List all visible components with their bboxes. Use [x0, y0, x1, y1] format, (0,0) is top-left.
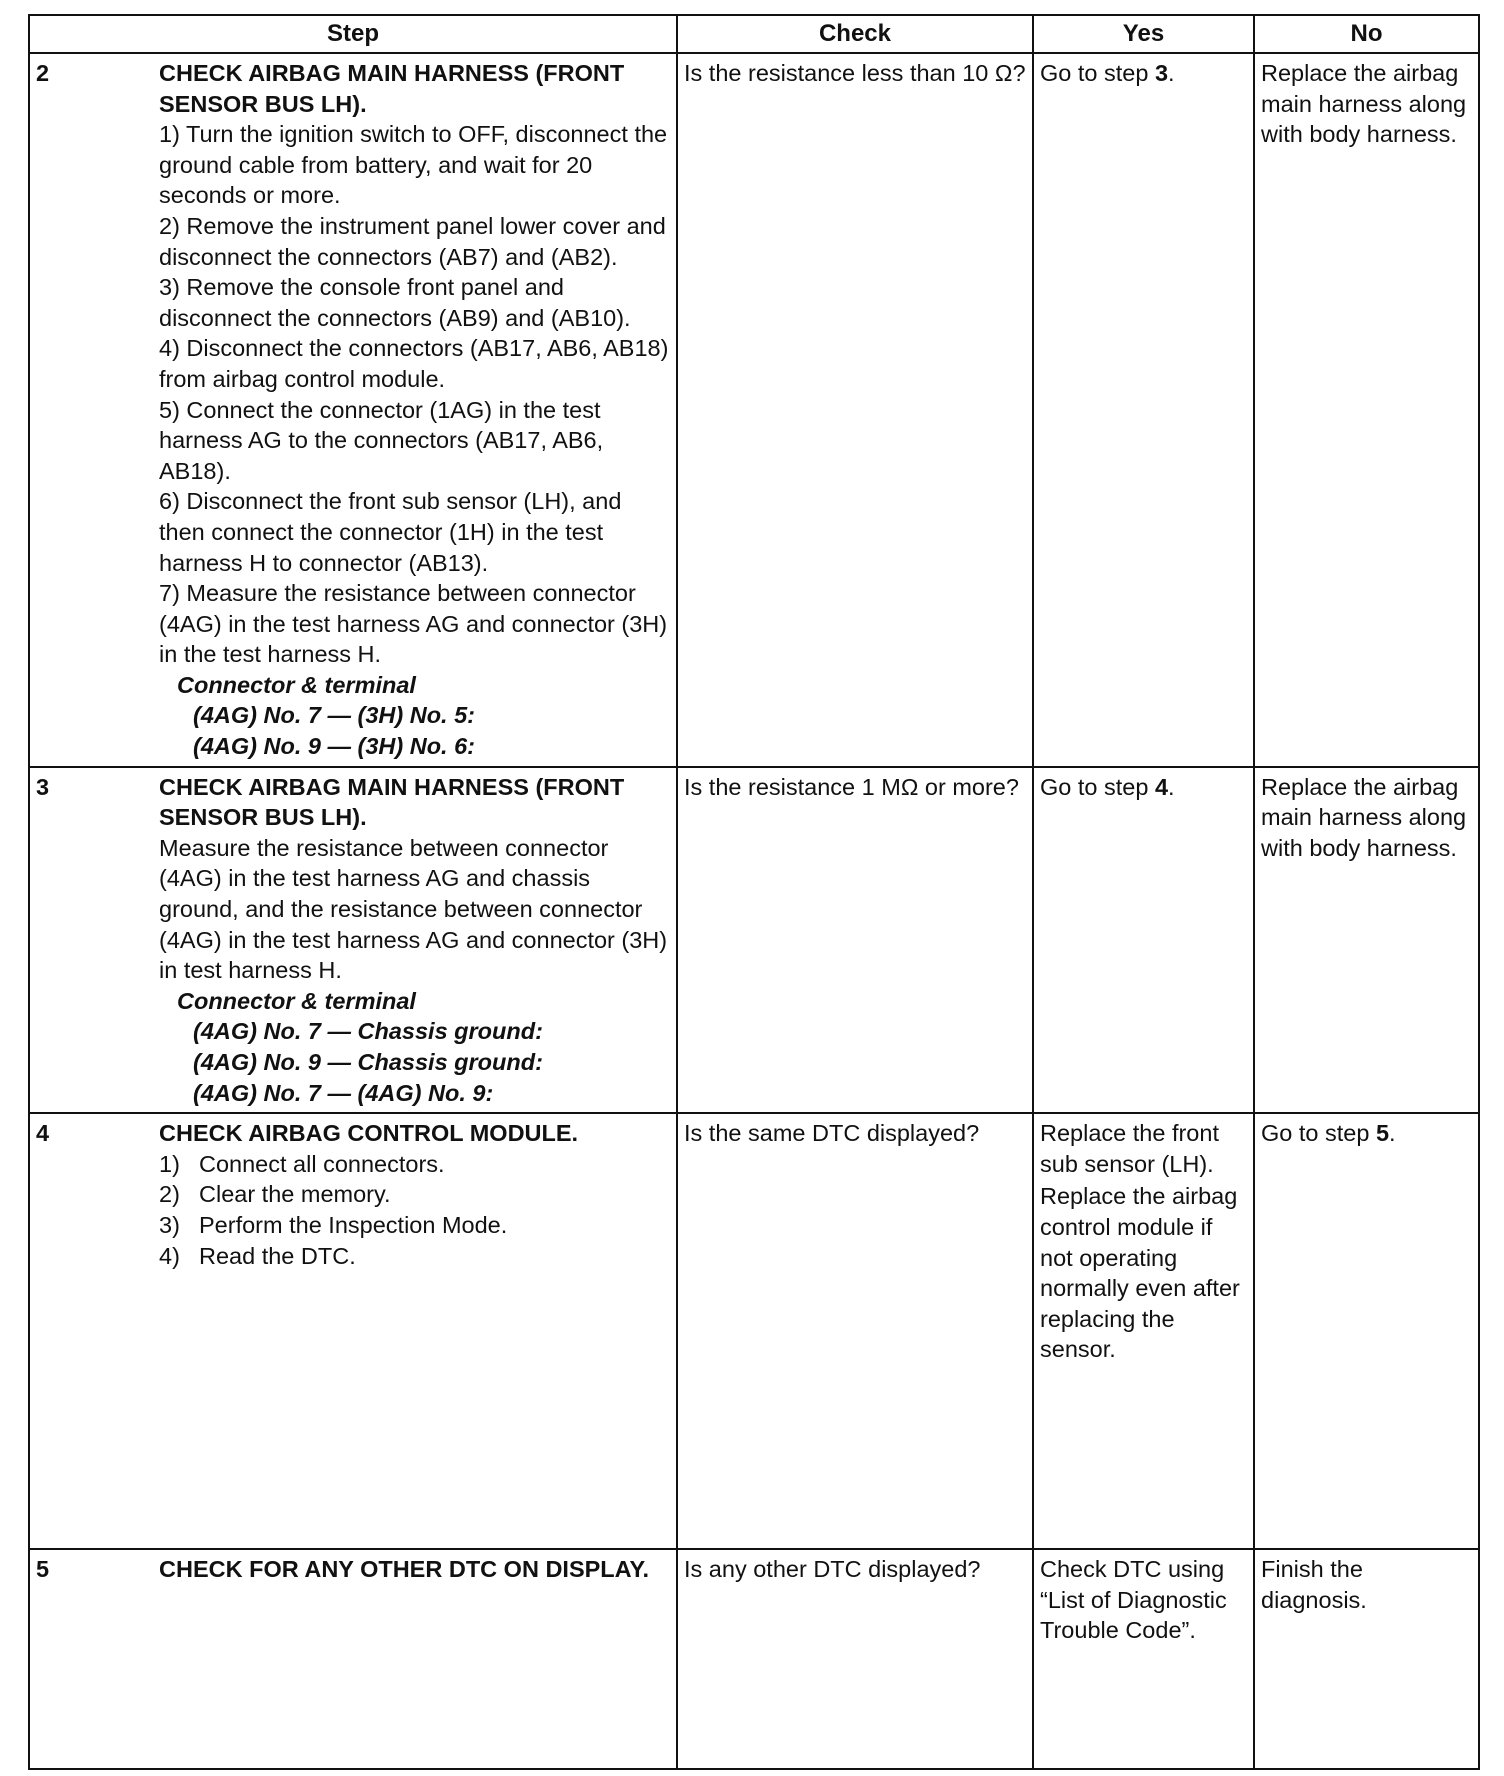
step-cell	[29, 1549, 677, 1769]
table-row-step-4	[29, 1113, 1479, 1549]
instruction-text: Read the DTC.	[199, 1242, 356, 1269]
step-cell	[29, 1113, 677, 1549]
step-number: 4	[36, 1120, 50, 1147]
connector-terminal-item: (4AG) No. 9 — (3H) No. 6:	[193, 733, 476, 760]
step-instruction	[159, 1179, 670, 1210]
header-yes: Yes	[1033, 15, 1254, 53]
connector-terminal-item: (4AG) No. 7 — (3H) No. 5:	[193, 702, 476, 729]
yes-cell	[1033, 53, 1254, 767]
connector-terminal-item: (4AG) No. 9 — Chassis ground:	[193, 1049, 543, 1075]
no-text: Go to step	[1261, 1120, 1376, 1147]
check-cell: Is the resistance 1 MΩ or more?	[677, 767, 1033, 1114]
instruction-number: 3)	[159, 1211, 180, 1238]
step-title: CHECK AIRBAG MAIN HARNESS (FRONT SENSOR BUS LH).	[159, 773, 625, 831]
yes-text: Go to step	[1040, 60, 1155, 86]
step-instruction: 7) Measure the resistance between connector (4AG) in the test harness AG and connector (3H) in the test harness H.	[159, 580, 668, 668]
step-instruction: 3) Remove the console front panel and disconnect the connectors (AB9) and (AB10).	[159, 274, 631, 331]
step-instruction: 6) Disconnect the front sub sensor (LH), and then connect the connector (1H) in the test harness H to connector (AB13).	[159, 488, 622, 576]
step-instruction: 4) Disconnect the connectors (AB17, AB6, AB18) from airbag control module.	[159, 335, 669, 392]
yes-step-ref: 4	[1154, 773, 1169, 800]
step-instruction	[159, 1241, 670, 1272]
step-number: 2	[36, 60, 50, 86]
diagnostic-table	[28, 14, 1480, 1770]
no-cell	[1254, 1113, 1479, 1549]
instruction-number: 1)	[159, 1150, 180, 1177]
header-step: Step	[29, 15, 677, 53]
no-cell: Finish the diagnosis.	[1254, 1549, 1479, 1769]
step-instruction	[159, 1149, 670, 1180]
yes-step-ref: 3	[1154, 60, 1169, 86]
no-cell: Replace the airbag main harness along with body harness.	[1254, 767, 1479, 1114]
step-instruction: 5) Connect the connector (1AG) in the test harness AG to the connectors (AB17, AB6, AB18).	[159, 396, 604, 484]
header-no: No	[1254, 15, 1479, 53]
instruction-number: 4)	[159, 1242, 180, 1269]
instruction-text: Clear the memory.	[199, 1181, 391, 1208]
connector-terminal-item: (4AG) No. 7 — (4AG) No. 9:	[193, 1079, 494, 1106]
yes-text: Replace the front sub sensor (LH).	[1040, 1120, 1219, 1177]
connector-terminal-heading: Connector & terminal	[177, 987, 416, 1014]
header-check: Check	[677, 15, 1033, 53]
step-instruction: Measure the resistance between connector (4AG) in the test harness AG and chassis ground, and the resistance between connector (4AG) in the test harness AG and connector (3H) in test harness H.	[159, 834, 668, 984]
step-instruction: 1) Turn the ignition switch to OFF, disconnect the ground cable from battery, and wait for 20 seconds or more.	[159, 121, 668, 209]
step-instruction	[159, 1210, 670, 1241]
check-cell: Is any other DTC displayed?	[677, 1549, 1033, 1769]
step-instruction: 2) Remove the instrument panel lower cover and disconnect the connectors (AB7) and (AB2).	[159, 212, 666, 270]
yes-text: Go to step	[1040, 773, 1155, 800]
no-cell: Replace the airbag main harness along with body harness.	[1254, 53, 1479, 767]
check-cell: Is the resistance less than 10 Ω?	[677, 53, 1033, 767]
instruction-text: Perform the Inspection Mode.	[199, 1211, 508, 1238]
step-number: 3	[36, 773, 50, 800]
yes-cell	[1033, 767, 1254, 1114]
yes-text-end: .	[1168, 773, 1175, 800]
step-cell	[29, 53, 677, 767]
table-row-step-2	[29, 53, 1479, 767]
yes-text: Replace the airbag control module if not operating normally even after replacing the sensor.	[1040, 1183, 1240, 1363]
instruction-number: 2)	[159, 1181, 180, 1208]
no-step-ref: 5	[1375, 1120, 1390, 1147]
table-row-step-3	[29, 767, 1479, 1114]
step-title: CHECK AIRBAG MAIN HARNESS (FRONT SENSOR BUS LH).	[159, 60, 625, 117]
connector-terminal-item: (4AG) No. 7 — Chassis ground:	[193, 1018, 543, 1045]
yes-cell	[1033, 1113, 1254, 1549]
step-title: CHECK AIRBAG CONTROL MODULE.	[159, 1120, 579, 1147]
connector-terminal-heading: Connector & terminal	[177, 671, 416, 698]
step-number: 5	[36, 1556, 50, 1583]
step-title: CHECK FOR ANY OTHER DTC ON DISPLAY.	[159, 1556, 650, 1583]
instruction-text: Connect all connectors.	[199, 1150, 445, 1177]
step-cell	[29, 767, 677, 1114]
yes-cell: Check DTC using “List of Diagnostic Trouble Code”.	[1033, 1549, 1254, 1769]
no-text-end: .	[1389, 1120, 1396, 1147]
yes-text-end: .	[1168, 60, 1175, 86]
check-cell: Is the same DTC displayed?	[677, 1113, 1033, 1549]
header-row	[29, 15, 1479, 53]
table-row-step-5	[29, 1549, 1479, 1769]
